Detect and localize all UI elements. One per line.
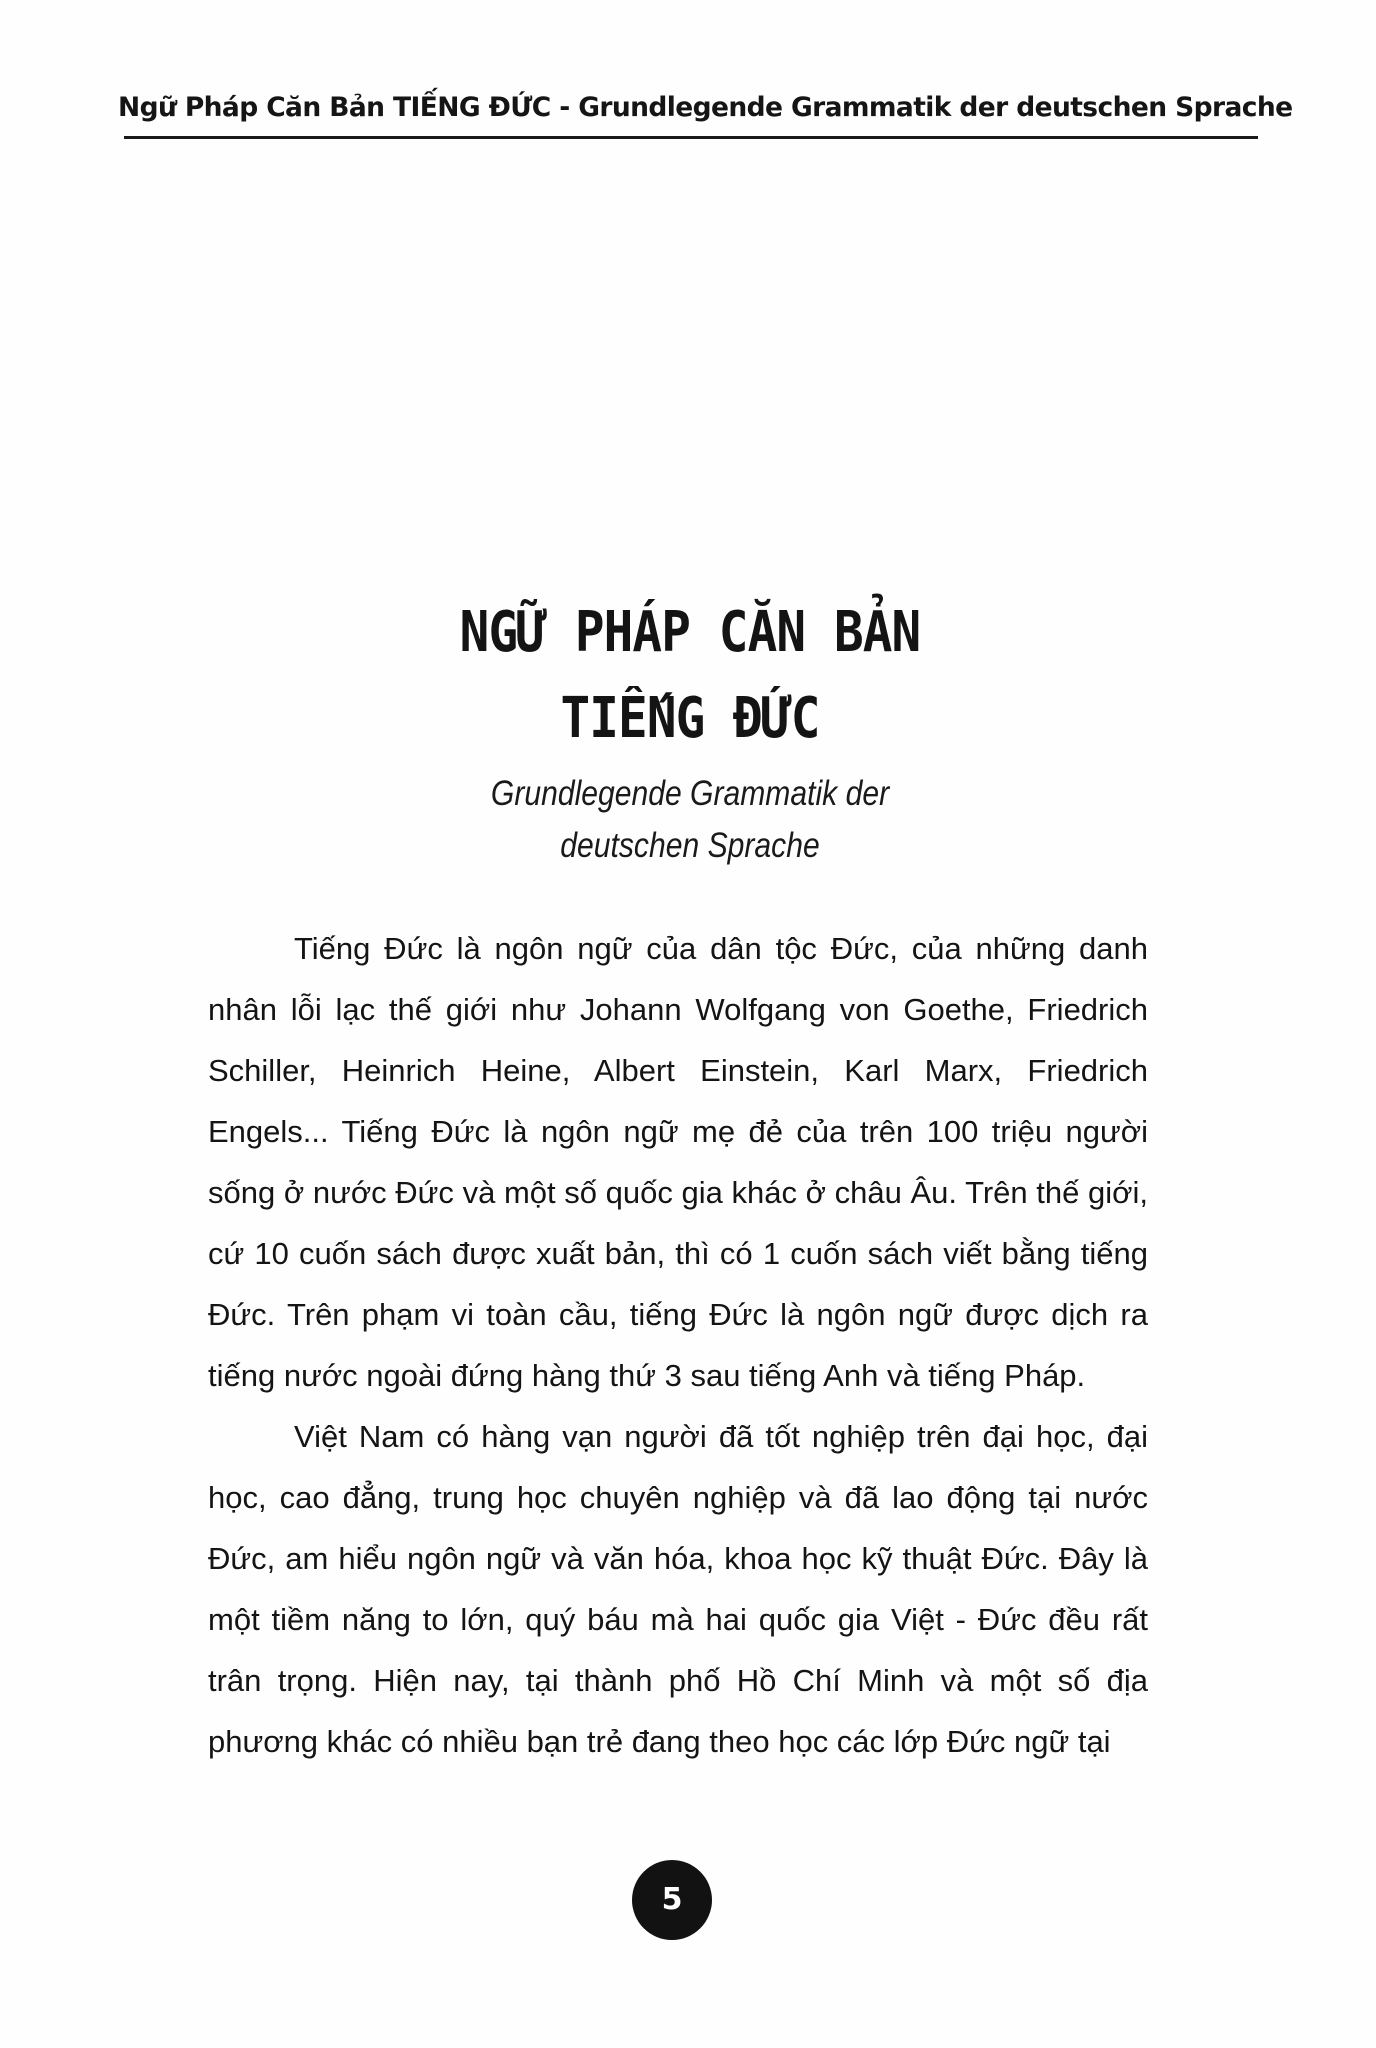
body-text [208, 918, 1148, 1772]
main-title-line-1: NGỮ PHÁP CĂN BẢN [459, 600, 921, 665]
main-title-line-2: TIẾNG ĐỨC [560, 686, 820, 751]
title-block [300, 590, 1080, 872]
page-number-badge: 5 [632, 1860, 712, 1940]
paragraph-2: Việt Nam có hàng vạn người đã tốt nghiệp trên đại học, đại học, cao đẳng, trung học chuyên nghiệp và đã lao động tại nước Đức, am hiểu ngôn ngữ và văn hóa, khoa học kỹ thuật Đức. Đây là một tiềm năng to lớn, quý báu mà hai quốc gia Việt - Đức đều rất trân trọng. Hiện nay, tại thành phố Hồ Chí Minh và một số địa phương khác có nhiều bạn trẻ đang theo học các lớp Đức ngữ tại [208, 1419, 1148, 1759]
header-rule [124, 136, 1258, 139]
subtitle-line-2: deutschen Sprache [560, 826, 820, 865]
subtitle-line-1: Grundlegende Grammatik der [490, 774, 890, 813]
paragraph-1: Tiếng Đức là ngôn ngữ của dân tộc Đức, của những danh nhân lỗi lạc thế giới như Johann Wolfgang von Goethe, Friedrich Schiller, Heinrich Heine, Albert Einstein, Karl Marx, Friedrich Engels... Tiếng Đức là ngôn ngữ mẹ đẻ của trên 100 triệu người sống ở nước Đức và một số quốc gia khác ở châu Âu. Trên thế giới, cứ 10 cuốn sách được xuất bản, thì có 1 cuốn sách viết bằng tiếng Đức. Trên phạm vi toàn cầu, tiếng Đức là ngôn ngữ được dịch ra tiếng nước ngoài đứng hàng thứ 3 sau tiếng Anh và tiếng Pháp. [208, 931, 1148, 1393]
running-header: Ngữ Pháp Căn Bản TIẾNG ĐỨC - Grundlegende Grammatik der deutschen Sprache [118, 92, 1293, 123]
